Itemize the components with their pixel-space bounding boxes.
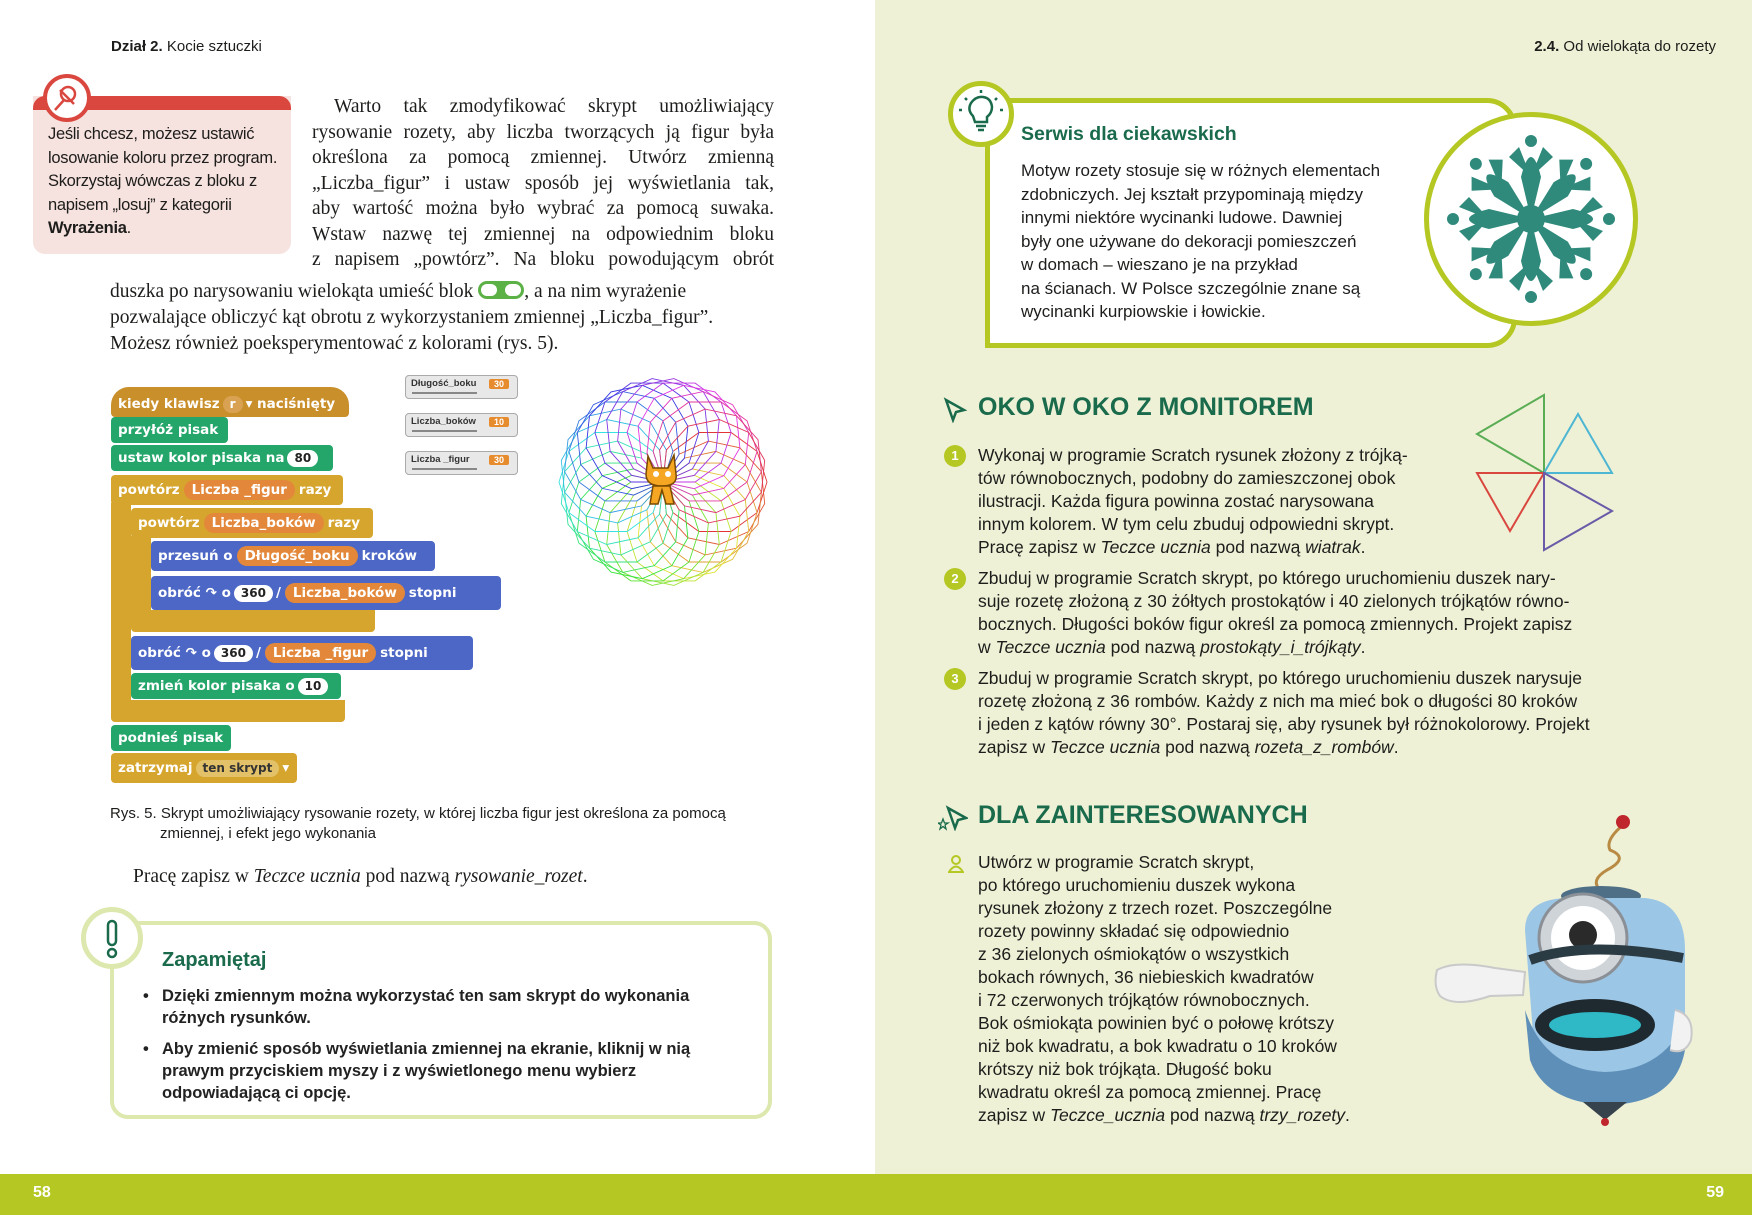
body-line-full-1: duszka po narysowaniu wielokąta umieść blok , a na nim wyrażenie [110,281,687,302]
block-repeat-sides: powtórz Liczba_boków razy [131,508,373,538]
variable-monitor-figures: Liczba _figur 30 [405,451,518,475]
exercise-number-3: 3 [944,668,966,690]
body-line: rysowanie rozety, aby liczba tworzących ją figur była [312,121,774,143]
repeat-arm-outer [111,503,131,715]
body-line: „Liczba_figur” i ustaw sposób jej wyświetlania tak, [312,172,774,194]
exclamation-icon [81,907,143,969]
block-turn-sides: obróć ↷ o 360 / Liczba_boków stopni [151,576,501,610]
block-turn-figures: obróć ↷ o 360 / Liczba _figur stopni [131,636,473,670]
person-icon [948,855,964,878]
toggle-block-icon [478,281,524,299]
block-change-pen-color: zmień kolor pisaka o 10 [131,673,341,699]
save-instruction: Pracę zapisz w Teczce ucznia pod nazwą rysowanie_rozet. [133,866,588,887]
header-title: Kocie sztuczki [166,38,262,55]
page-number: 59 [1706,1184,1724,1201]
remember-box [110,921,772,1119]
repeat-outer-end [111,700,345,722]
curiosity-title: Serwis dla ciekawskich [1021,123,1237,145]
exercise-number-2: 2 [944,568,966,590]
pin-icon [43,74,91,122]
running-header-right [1534,38,1716,55]
exercise-1: Wykonaj w programie Scratch rysunek złożony z trójką- tów równobocznych, podobny do zamieszczonej obok ilustracji. Każda figura powinna zostać narysowana innym kolorem. W tym celu zbuduj odpowiedni skrypt. Pracę zapisz w Teczce ucznia pod nazwą wiatrak. [978,445,1408,557]
section-heading-interested: DLA ZAINTERESOWANYCH [978,801,1308,830]
scratch-cat-icon [638,450,684,508]
running-header-left [111,38,262,55]
block-stop: zatrzymaj ten skrypt ▾ [111,753,297,783]
body-line: Wstaw nazwę tej zmiennej na odpowiednim bloku [312,223,774,245]
block-pen-down: przyłóż pisak [111,417,228,443]
remember-title: Zapamiętaj [162,949,267,971]
body-line-full-2: pozwalające obliczyć kąt obrotu z wykorzystaniem zmiennej „Liczba_figur”. [110,307,714,328]
figure-caption: Rys. 5. Skrypt umożliwiający rysowanie rozety, w której liczba figur jest określona za pomocą zmiennej, i efekt jego wykonania [110,805,726,842]
footer-right [875,1174,1752,1215]
block-move: przesuń o Długość_boku kroków [151,541,435,571]
variable-monitor-side-length: Długość_boku 30 [405,375,518,399]
repeat-inner-end [131,610,375,632]
remember-item: • Dzięki zmiennym można wykorzystać ten sam skrypt do wykonania różnych rysunków. [162,985,722,1029]
header-section: Dział 2. [111,38,163,55]
section-heading-monitor: OKO W OKO Z MONITOREM [978,393,1314,422]
body-line: z napisem „powtórz”. Na bloku powodującym obrót [312,249,774,270]
body-line: aby wartość można było wybrać za pomocą suwaka. [312,198,774,219]
left-page [0,0,875,1215]
right-page [875,0,1752,1215]
page-number: 58 [33,1184,51,1201]
exercise-3: Zbuduj w programie Scratch skrypt, po którego uruchomieniu duszek narysuje rozetę złożoną z 36 rombów. Każdy z nich ma mieć bok o długości 80 kroków i jeden z kątów równy 30°. Postaraj się, aby rysunek był różnokolorowy. Projekt zapisz w Teczce ucznia pod nazwą rozeta_z_rombów. [978,668,1590,757]
cursor-star-icon [938,805,968,838]
remember-item: • Aby zmienić sposób wyświetlania zmiennej na ekranie, kliknij w nią prawym przyciskiem myszy i z wyświetlonego menu wybierz odpowiadającą ci opcję. [162,1038,722,1104]
remember-list [162,985,722,1113]
body-line: Warto tak zmodyfikować skrypt umożliwiający [334,96,774,117]
body-line-full-3: Możesz również poeksperymentować z kolorami (rys. 5). [110,333,559,354]
variable-monitor-sides: Liczba_boków 10 [405,413,518,437]
block-set-pen-color: ustaw kolor pisaka na 80 [111,445,333,471]
body-line: określona za pomocą zmiennej. Utwórz zmienną [312,147,774,168]
exercise-2: Zbuduj w programie Scratch skrypt, po którego uruchomieniu duszek nary- suje rozetę złożoną z 30 żółtych prostokątów i 40 zielonych trójkątów równo- bocznych. Długości boków figur określ za pomocą zmiennych. Projekt zapisz w Teczce ucznia pod nazwą prostokąty_i_trójkąty. [978,568,1573,657]
curiosity-text: Motyw rozety stosuje się w różnych elementach zdobniczych. Jej kształt przypominają między innymi niektóre wycinanki ludowe. Dawniej były one używane do dekoracji pomieszczeń w domach – wieszano je na przykład na ścianach. W Polsce szczególnie znane są wycinanki kurpiowskie i łowickie. [1021,161,1381,321]
robot-mascot-image [1395,810,1695,1130]
tip-text: Jeśli chcesz, możesz ustawić losowanie koloru przez program. Skorzystaj wówczas z bloku z napisem „losuj” z kategorii Wyrażenia. [48,125,278,237]
header-section: 2.4. [1534,38,1560,55]
lightbulb-icon [948,81,1014,147]
block-repeat-figures: powtórz Liczba _figur razy [111,475,343,505]
exercise-number-1: 1 [944,445,966,467]
block-when-key: kiedy klawisz r ▾ naciśnięty [111,387,349,417]
header-title: Od wielokąta do rozety [1563,38,1716,55]
block-pen-up: podnieś pisak [111,725,231,751]
exercise-4: Utwórz w programie Scratch skrypt, po którego uruchomieniu duszek wykona rysunek złożony z trzech rozet. Poszczególne rozety powinny składać się odpowiednio z 36 zielonych ośmiokątów o wszystkich bokach równych, 36 niebieskich kwadratów i 72 czerwonych trójkątów równobocznych. Bok ośmiokąta powinien być o połowę krótszy niż bok kwadratu, a bok kwadratu o 10 kroków krótszy niż bok trójkąta. Długość boku kwadratu określ za pomocą zmiennej. Pracę zapisz w Teczce_ucznia pod nazwą trzy_rozety. [978,852,1350,1125]
cursor-icon [942,397,968,430]
footer-left [0,1174,875,1215]
folk-cutout-rosette-image [1424,112,1638,326]
triangles-illustration [1475,393,1645,553]
